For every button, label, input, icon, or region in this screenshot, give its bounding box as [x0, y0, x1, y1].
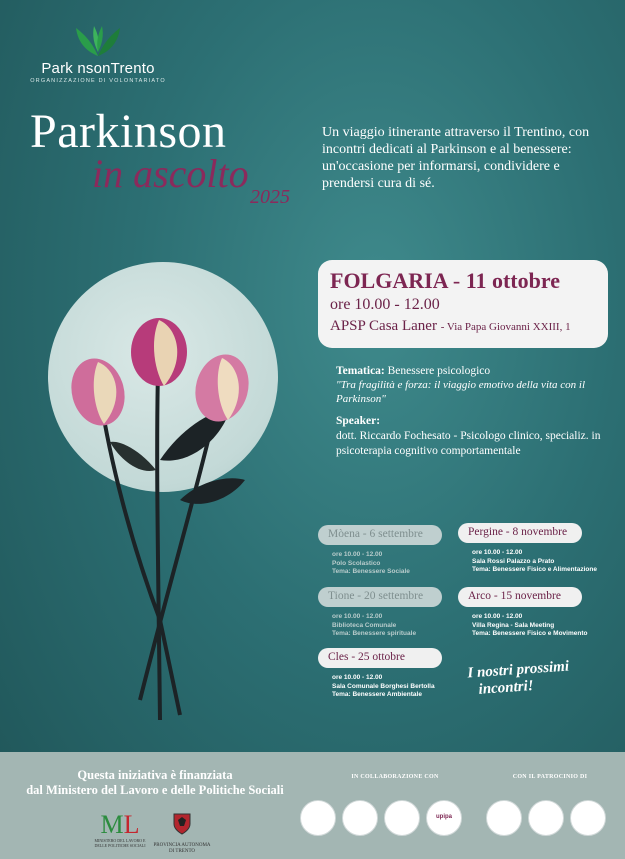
event-title: FOLGARIA - 11 ottobre	[330, 268, 560, 293]
next-events-label: I nostri prossimi incontri!	[466, 658, 570, 698]
event-pill-moena: Mòena - 6 settembre	[318, 525, 442, 545]
patronage-logo-1	[486, 800, 522, 836]
event-venue: APSP Casa Laner	[330, 318, 437, 334]
event-pill-arco: Arco - 15 novembre	[458, 587, 582, 607]
speaker-role: Psicologo clinico, specializ. in psicoterapia cognitivo comportamentale	[336, 430, 601, 457]
event-time: ore 10.00 - 12.00	[330, 296, 440, 313]
event-place: APSP Casa Laner - Via Papa Giovanni XXIII, 1	[330, 318, 571, 334]
event-pill-pergine: Pergine - 8 novembre	[458, 523, 582, 543]
ministry-logo: ML MINISTERO DEL LAVORO E DELLE POLITICHE SOCIALI	[94, 810, 146, 848]
event-box	[318, 260, 608, 348]
event-address: Via Papa Giovanni XXIII, 1	[446, 321, 571, 333]
theme-quote: "Tra fragilità e forza: il viaggio emotivo della vita con il Parkinson"	[336, 379, 586, 405]
collab-logo-1	[300, 800, 336, 836]
patronage-label: CON IL PATROCINIO DI	[512, 774, 588, 780]
event-city: FOLGARIA	[330, 268, 448, 293]
footer	[0, 752, 625, 859]
event-pill-tione: Tione - 20 settembre	[318, 587, 442, 607]
theme-value: Benessere psicologico	[387, 365, 491, 377]
speaker-label: Speaker:	[336, 415, 381, 427]
event-details-pergine: ore 10.00 - 12.00 Sala Rossi Palazzo a Prato Tema: Benessere Fisico e Alimentazione	[472, 549, 597, 573]
patronage-logo-3	[570, 800, 606, 836]
title-year: 2025	[250, 186, 290, 208]
collab-label: IN COLLABORAZIONE CON	[351, 774, 439, 780]
title-main: Parkinson	[30, 105, 227, 158]
speaker-name: dott. Riccardo Fochesato	[336, 430, 451, 442]
collab-logo-3	[384, 800, 420, 836]
event-pill-cles: Cles - 25 ottobre	[318, 648, 442, 668]
intro-text: Un viaggio itinerante attraverso il Trentino, con incontri dedicati al Parkinson e al benessere: un'occasione per informarsi, condividere e prendersi cura di sé.	[322, 125, 590, 191]
event-details-tione: ore 10.00 - 12.00 Biblioteca Comunale Tema: Benessere spirituale	[332, 613, 417, 637]
tulips-illustration	[60, 300, 260, 730]
funding-text: Questa iniziativa è finanziata dal Ministero del Lavoro e delle Politiche Sociali	[26, 768, 284, 797]
title-sub: in ascolto	[92, 151, 249, 196]
event-details-moena: ore 10.00 - 12.00 Polo Scolastico Tema: Benessere Sociale	[332, 551, 410, 575]
logo	[28, 22, 168, 84]
theme-label: Tematica:	[336, 365, 385, 377]
speaker-section: Speaker: dott. Riccardo Fochesato - Psicologo clinico, specializ. in psicoterapia cognitivo comportamentale	[336, 415, 601, 457]
event-date: 11 ottobre	[465, 268, 560, 293]
patronage-logo-2	[528, 800, 564, 836]
event-details-cles: ore 10.00 - 12.00 Sala Comunale Borghesi Bertolla Tema: Benessere Ambientale	[332, 674, 435, 698]
province-logo: PROVINCIA AUTONOMA DI TRENTO	[152, 812, 212, 855]
collab-logo-2	[342, 800, 378, 836]
event-details-arco: ore 10.00 - 12.00 Villa Regina - Sala Meeting Tema: Benessere Fisico e Movimento	[472, 613, 588, 637]
collab-logo-4: upipa	[426, 800, 462, 836]
logo-name: Park nsonTrento	[41, 60, 155, 77]
logo-subtitle: ORGANIZZAZIONE DI VOLONTARIATO	[30, 78, 166, 84]
theme-section	[336, 364, 606, 406]
province-shield-icon	[172, 812, 192, 836]
hands-leaf-icon	[70, 22, 126, 58]
